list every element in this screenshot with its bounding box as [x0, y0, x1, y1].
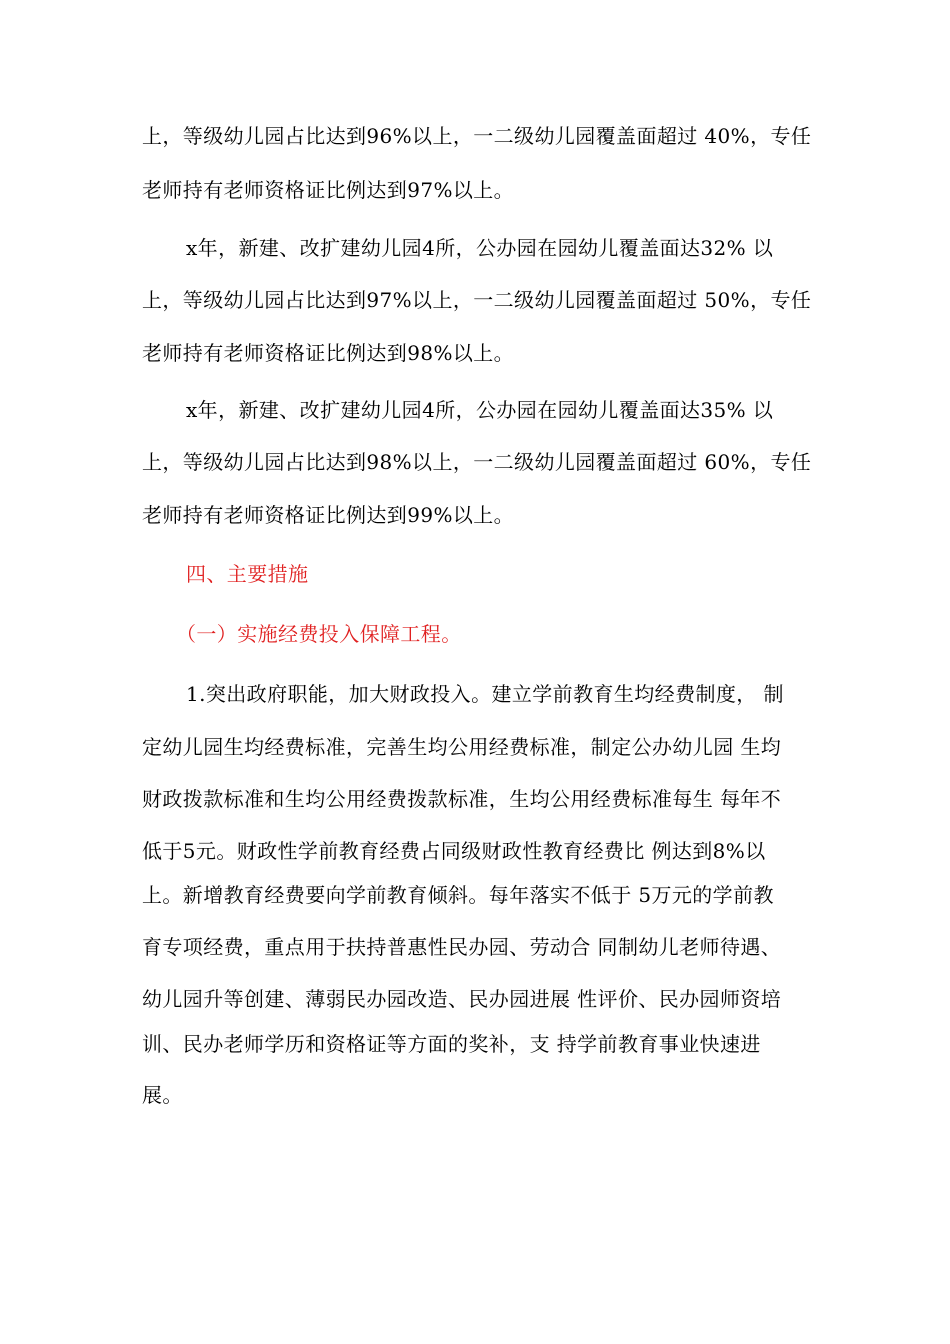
- paragraph-line: x年，新建、改扩建幼儿园4所，公办园在园幼儿覆盖面达35% 以: [186, 398, 774, 422]
- paragraph-line: 训、民办老师学历和资格证等方面的奖补，支 持学前教育事业快速进: [142, 1032, 761, 1056]
- paragraph-line: 育专项经费，重点用于扶持普惠性民办园、劳动合 同制幼儿老师待遇、: [142, 935, 782, 959]
- paragraph-line: 上，等级幼儿园占比达到97%以上，一二级幼儿园覆盖面超过 50%，专任: [142, 288, 812, 312]
- paragraph-line: 老师持有老师资格证比例达到98%以上。: [142, 341, 515, 365]
- paragraph-line: 幼儿园升等创建、薄弱民办园改造、民办园进展 性评价、民办园师资培: [142, 987, 782, 1011]
- paragraph-line: 上。新增教育经费要向学前教育倾斜。每年落实不低于 5万元的学前教: [142, 883, 774, 907]
- paragraph-line: x年，新建、改扩建幼儿园4所，公办园在园幼儿覆盖面达32% 以: [186, 236, 774, 260]
- paragraph-line: 1.突出政府职能，加大财政投入。建立学前教育生均经费制度， 制: [186, 682, 784, 706]
- paragraph-line: 老师持有老师资格证比例达到97%以上。: [142, 178, 515, 202]
- paragraph-line: 财政拨款标准和生均公用经费拨款标准，生均公用经费标准每生 每年不: [142, 787, 782, 811]
- paragraph-line: 上，等级幼儿园占比达到98%以上，一二级幼儿园覆盖面超过 60%，专任: [142, 450, 812, 474]
- paragraph-line: 老师持有老师资格证比例达到99%以上。: [142, 503, 515, 527]
- paragraph-line: 展。: [142, 1083, 183, 1107]
- subsection-heading: （一）实施经费投入保障工程。: [176, 622, 462, 646]
- paragraph-line: 上，等级幼儿园占比达到96%以上，一二级幼儿园覆盖面超过 40%，专任: [142, 124, 812, 148]
- paragraph-line: 低于5元。财政性学前教育经费占同级财政性教育经费比 例达到8%以: [142, 839, 766, 863]
- section-heading: 四、主要措施: [186, 562, 309, 586]
- paragraph-line: 定幼儿园生均经费标准，完善生均公用经费标准，制定公办幼儿园 生均: [142, 735, 782, 759]
